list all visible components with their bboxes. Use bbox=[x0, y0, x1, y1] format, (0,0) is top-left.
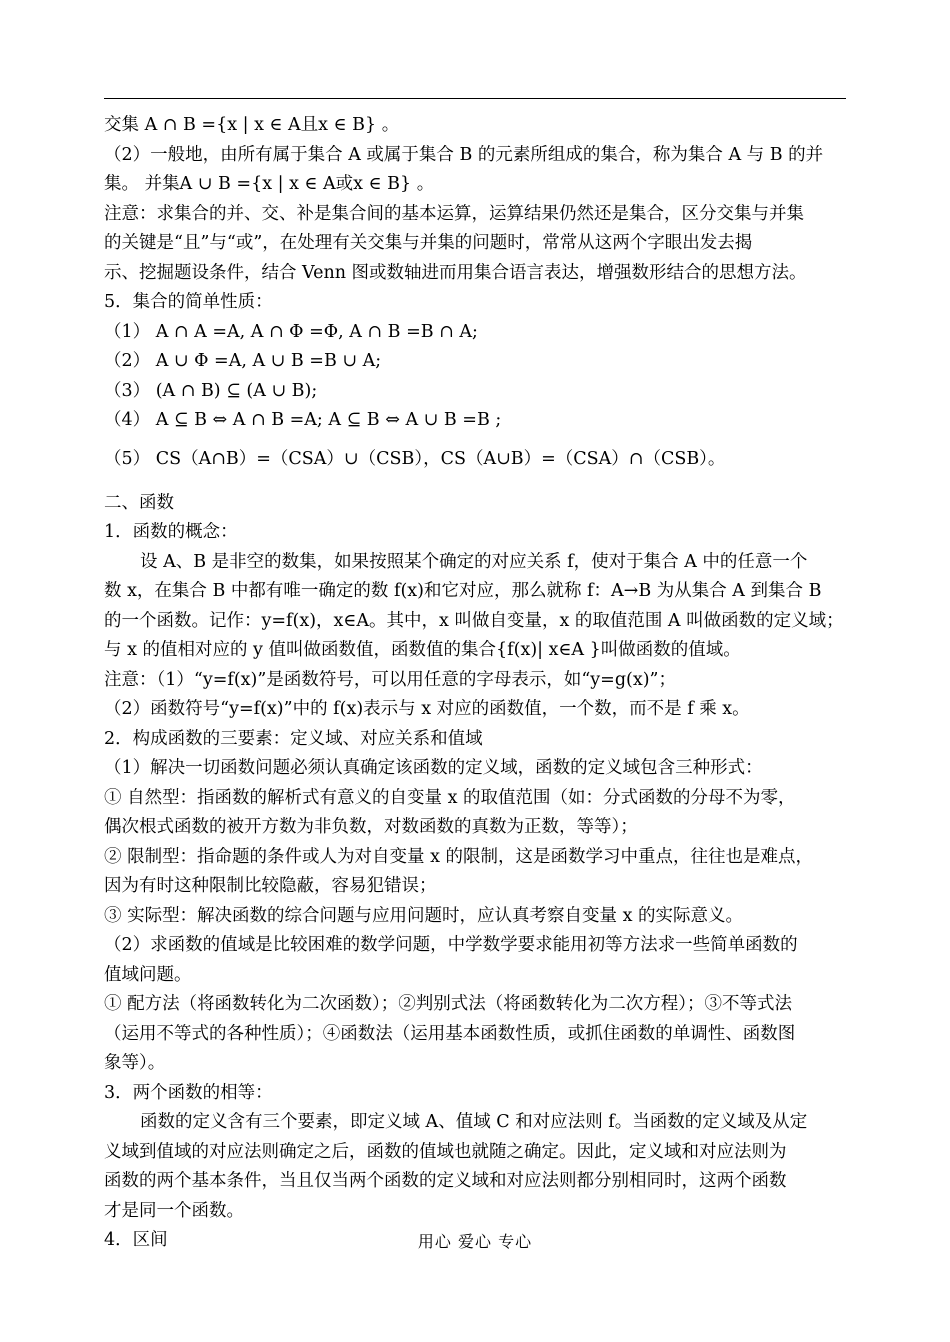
text-line: 值域问题。 bbox=[104, 964, 192, 985]
text-line: 2．构成函数的三要素：定义域、对应关系和值域 bbox=[104, 728, 483, 749]
text-line: 象等）。 bbox=[104, 1053, 166, 1073]
text-line: 与 x 的值相对应的 y 值叫做函数值，函数值的集合{f(x)| x∈A }叫做函数的值域。 bbox=[104, 640, 741, 660]
text-line: （5） CS（A∩B）=（CSA）∪（CSB），CS（A∪B）=（CSA）∩（CSB）。 bbox=[104, 448, 726, 469]
text-line: ① 自然型：指函数的解析式有意义的自变量 x 的取值范围（如：分式函数的分母不为零， bbox=[104, 787, 796, 808]
text-line: （1） A ∩ A =A, A ∩ Φ =Φ, A ∩ B =B ∩ A; bbox=[104, 321, 478, 342]
text-line: 1．函数的概念： bbox=[104, 522, 238, 542]
text-line: 3．两个函数的相等： bbox=[104, 1082, 273, 1103]
text-line: 5．集合的简单性质： bbox=[104, 292, 273, 312]
text-line: 数 x，在集合 B 中都有唯一确定的数 f(x)和它对应，那么就称 f：A→B 为从集合 A 到集合 B bbox=[104, 581, 822, 601]
text-line: （2）函数符号“y=f(x)”中的 f(x)表示与 x 对应的函数值，一个数，而不是 f 乘 x。 bbox=[104, 699, 750, 719]
text-line: 注意：求集合的并、交、补是集合间的基本运算，运算结果仍然还是集合，区分交集与并集 bbox=[104, 203, 804, 224]
text-line: 的一个函数。记作：y=f(x)，x∈A。其中，x 叫做自变量，x 的取值范围 A 叫做函数的定义域； bbox=[104, 610, 844, 631]
text-line: （2）求函数的值域是比较困难的数学问题，中学数学要求能用初等方法求一些简单函数的 bbox=[104, 935, 798, 955]
text-line: ③ 实际型：解决函数的综合问题与应用问题时，应认真考察自变量 x 的实际意义。 bbox=[104, 905, 744, 926]
text-line: ① 配方法（将函数转化为二次函数）；②判别式法（将函数转化为二次方程）；③不等式法 bbox=[104, 994, 793, 1014]
text-line: 函数的两个基本条件，当且仅当两个函数的定义域和对应法则都分别相同时，这两个函数 bbox=[104, 1171, 787, 1191]
text-line: 函数的定义含有三个要素，即定义域 A、值域 C 和对应法则 f。当函数的定义域及从定 bbox=[140, 1112, 808, 1132]
text-line: 偶次根式函数的被开方数为非负数，对数函数的真数为正数，等等）； bbox=[104, 817, 638, 837]
text-line: 4．区间 bbox=[104, 1230, 168, 1250]
text-line: 注意：（1）“y=f(x)”是函数符号，可以用任意的字母表示，如“y=g(x)”； bbox=[104, 669, 676, 690]
text-line: （运用不等式的各种性质）；④函数法（运用基本函数性质，或抓住函数的单调性、函数图 bbox=[104, 1023, 796, 1044]
text-line: （1）解决一切函数问题必须认真确定该函数的定义域，函数的定义域包含三种形式： bbox=[104, 758, 763, 778]
text-line: 因为有时这种限制比较隐蔽，容易犯错误； bbox=[104, 876, 437, 896]
page-footer: 用心 爱心 专心 bbox=[417, 1232, 533, 1251]
text-line: （3） (A ∩ B) ⊆ (A ∪ B); bbox=[104, 380, 318, 401]
text-line: 设 A、B 是非空的数集，如果按照某个确定的对应关系 f，使对于集合 A 中的任意一个 bbox=[140, 551, 808, 572]
text-line: ② 限制型：指命题的条件或人为对自变量 x 的限制，这是函数学习中重点，往往也是难点， bbox=[104, 846, 814, 867]
header-rule bbox=[104, 98, 846, 99]
text-line: 二、函数 bbox=[104, 492, 174, 513]
text-line: （2） A ∪ Φ =A, A ∪ B =B ∪ A; bbox=[104, 351, 382, 371]
text-line: 才是同一个函数。 bbox=[104, 1200, 244, 1221]
text-line: 集。 并集A ∪ B ={x | x ∈ A或x ∈ B} 。 bbox=[104, 174, 435, 194]
text-line: 交集 A ∩ B ={x | x ∈ A且x ∈ B} 。 bbox=[104, 115, 400, 135]
document-body bbox=[104, 111, 852, 1256]
text-line: （2）一般地，由所有属于集合 A 或属于集合 B 的元素所组成的集合，称为集合 A 与 B 的并 bbox=[104, 144, 824, 165]
text-line: 示、挖掘题设条件，结合 Venn 图或数轴进而用集合语言表达，增强数形结合的思想方法。 bbox=[104, 262, 807, 283]
text-line: 义域到值域的对应法则确定之后，函数的值域也就随之确定。因此，定义域和对应法则为 bbox=[104, 1141, 787, 1162]
text-line: 的关键是“且”与“或”，在处理有关交集与并集的问题时，常常从这两个字眼出发去揭 bbox=[104, 233, 753, 253]
text-line: （4） A ⊆ B ⇔ A ∩ B =A; A ⊆ B ⇔ A ∪ B =B ; bbox=[104, 410, 502, 430]
